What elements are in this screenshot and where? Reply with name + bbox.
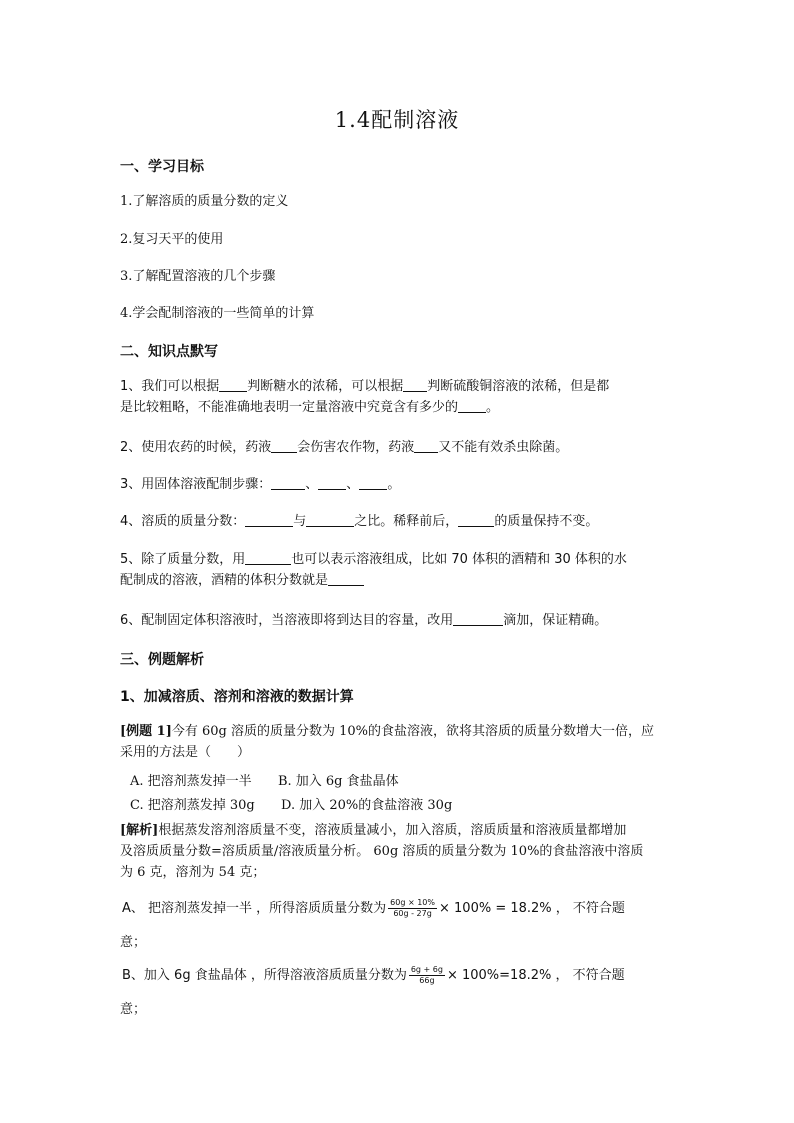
example-1-options-row-2 <box>130 795 690 816</box>
answer-blank <box>306 512 354 527</box>
text: 判断硫酸铜溶液的浓稀，但是都 <box>427 379 610 394</box>
answer-blank <box>245 550 291 565</box>
text: 又不能有效杀虫除菌。 <box>438 440 569 455</box>
answer-blank <box>318 475 346 490</box>
answer-blank <box>328 571 364 586</box>
fraction-denominator: 66g <box>419 976 435 985</box>
goal-item: 2.复习天平的使用 <box>120 232 224 247</box>
page-title: 1.4配制溶液 <box>334 108 460 132</box>
answer-blank <box>453 611 503 626</box>
text: 滴加，保证精确。 <box>503 613 608 628</box>
text: 、 <box>346 477 360 492</box>
option-b: B. 加入 6g 食盐晶体 <box>277 774 399 789</box>
answer-blank <box>403 377 427 392</box>
text: 。 <box>486 400 500 415</box>
option-a: A. 把溶剂蒸发掉一半 <box>130 774 252 789</box>
answer-blank <box>271 475 305 490</box>
knowledge-item-6 <box>120 610 680 631</box>
goal-item: 1.了解溶质的质量分数的定义 <box>120 194 289 209</box>
fraction-numerator: 60g × 10% <box>390 898 435 907</box>
section-heading-knowledge: 二、知识点默写 <box>120 344 218 360</box>
answer-blank <box>458 398 486 413</box>
text: 为 6 克，溶剂为 54 克； <box>120 865 266 880</box>
knowledge-item-1 <box>120 376 680 418</box>
example-tag: [例题 1] <box>120 724 172 739</box>
text: × 100% = 18.2% ， 不符合题 <box>439 901 625 916</box>
text: 2、使用农药的时候，药液 <box>120 440 272 455</box>
answer-blank <box>245 512 293 527</box>
goal-item: 4.学会配制溶液的一些简单的计算 <box>120 306 315 321</box>
text: 与 <box>293 514 307 529</box>
text: 是比较粗略，不能准确地表明一定量溶液中究竟含有多少的 <box>120 400 459 415</box>
text: 的质量保持不变。 <box>494 514 599 529</box>
text: 及溶质质量分数=溶质质量/溶液质量分析。 60g 溶质的质量分数为 10%的食盐溶液中溶质 <box>120 844 644 859</box>
text: 采用的方法是（ ） <box>120 745 251 760</box>
text: 也可以表示溶液组成，比如 70 体积的酒精和 30 体积的水 <box>291 552 627 567</box>
example-1-options-row-1 <box>130 771 690 792</box>
answer-blank <box>458 512 494 527</box>
text: 判断糖水的浓稀，可以根据 <box>247 379 404 394</box>
text: 会伤害农作物，药液 <box>297 440 415 455</box>
text: 配制成的溶液，酒精的体积分数就是 <box>120 573 329 588</box>
knowledge-item-3 <box>120 474 680 495</box>
answer-blank <box>414 438 438 453</box>
text: 根据蒸发溶剂溶质量不变，溶液质量减小，加入溶质，溶质质量和溶液质量都增加 <box>158 823 627 838</box>
analysis-option-b-end: 意； <box>120 1002 147 1017</box>
knowledge-item-2 <box>120 437 680 458</box>
fraction-denominator: 60g - 27g <box>393 909 432 918</box>
text: 3、用固体溶液配制步骤： <box>120 477 272 492</box>
analysis-paragraph <box>120 820 680 883</box>
answer-blank <box>219 377 247 392</box>
text: 6、配制固定体积溶液时，当溶液即将到达目的容量，改用 <box>120 613 454 628</box>
section-heading-goals: 一、学习目标 <box>120 159 204 175</box>
analysis-option-b <box>122 965 682 986</box>
fraction <box>388 898 437 919</box>
answer-blank <box>359 475 387 490</box>
option-c: C. 把溶剂蒸发掉 30g <box>130 798 255 813</box>
goal-item: 3.了解配置溶液的几个步骤 <box>120 269 276 284</box>
example-1-question <box>120 721 680 763</box>
analysis-option-a <box>122 898 682 919</box>
text: A、 把溶剂蒸发掉一半 ，所得溶质质量分数为 <box>122 901 387 916</box>
text: 、 <box>305 477 319 492</box>
section-heading-examples: 三、例题解析 <box>120 652 204 668</box>
fraction <box>409 965 445 986</box>
answer-blank <box>271 438 297 453</box>
fraction-numerator: 6g + 6g <box>410 965 443 974</box>
text: B、加入 6g 食盐晶体 ，所得溶液溶质质量分数为 <box>122 968 407 983</box>
text: 今有 60g 溶质的质量分数为 10%的食盐溶液，欲将其溶质的质量分数增大一倍，应 <box>171 724 655 739</box>
knowledge-item-4 <box>120 511 680 532</box>
analysis-option-a-end: 意； <box>120 935 147 950</box>
text: 之比。稀释前后， <box>354 514 459 529</box>
knowledge-item-5 <box>120 549 680 591</box>
analysis-tag: [解析] <box>120 823 159 838</box>
text: 4、溶质的质量分数： <box>120 514 246 529</box>
text: × 100%=18.2% ， 不符合题 <box>446 968 625 983</box>
text: 1、我们可以根据 <box>120 379 220 394</box>
text: 。 <box>387 477 401 492</box>
option-d: D. 加入 20%的食盐溶液 30g <box>281 798 453 813</box>
text: 5、除了质量分数，用 <box>120 552 246 567</box>
subheading-calculation: 1、加减溶质、溶剂和溶液的数据计算 <box>120 689 354 705</box>
